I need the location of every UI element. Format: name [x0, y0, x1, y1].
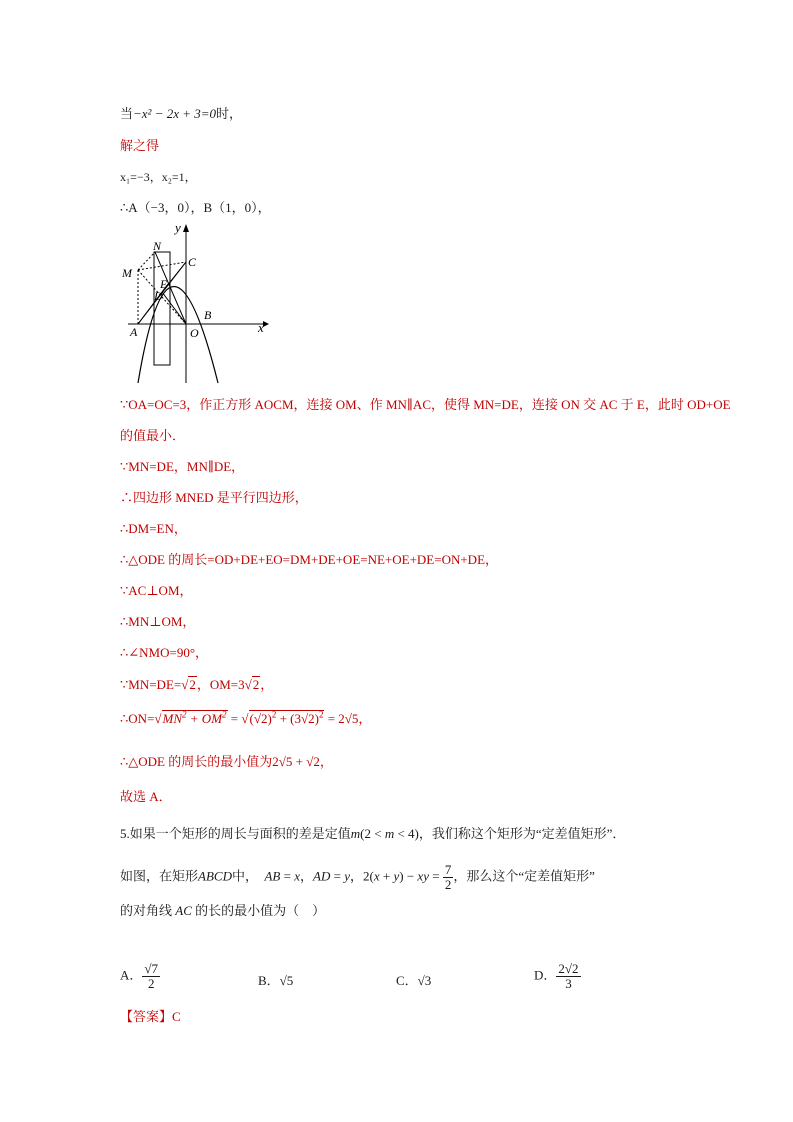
result-line: ∴△ODE 的周长的最小值为2√5 + √2，	[120, 754, 333, 769]
parabola-curve	[138, 287, 218, 384]
points-line: ∴A（−3，0），B（1，0），	[120, 200, 271, 215]
dm-en-line: ∴DM=EN，	[120, 521, 187, 536]
parabola-figure	[118, 218, 278, 388]
option-d-value: $\frac{2√2}{3}$	[558, 961, 579, 991]
sqrt2-expr-b: √2	[244, 677, 260, 692]
choose-line: 故选 A．	[120, 789, 172, 804]
equation: −x² − 2x + 3=0	[133, 106, 217, 121]
mn-value-line: ∵MN=DE=√2，OM=3√2，	[120, 677, 274, 692]
label-x: x	[258, 320, 264, 335]
roots-line: x₁=−3，x₂=1，	[120, 170, 197, 184]
label-m: M	[122, 266, 132, 280]
option-a[interactable]: A． $\frac{√7}{2}$	[120, 961, 159, 991]
angle-line: ∴∠NMO=90°，	[120, 645, 209, 660]
label-o: O	[190, 326, 199, 340]
parallelogram-line: ∴四边形 MNED 是平行四边形，	[120, 490, 308, 505]
seven-halves: $\frac{7}{2}$	[444, 862, 452, 892]
on-formula: $√MN^2 + OM^2$	[154, 709, 227, 726]
mn-perp-line: ∴MN⊥OM，	[120, 614, 196, 629]
x-arrow	[263, 321, 269, 327]
label-b: B	[204, 308, 212, 322]
label-c: C	[188, 255, 197, 269]
question-line-2: 如图，在矩形ABCD中， AB = x，AD = y，2(x + y) − xy = $\frac{7}{2}$ ，那么这个“定差值矩形”	[120, 862, 595, 892]
label-e: E	[160, 277, 168, 291]
result-expr: 2√5 + √2	[272, 754, 320, 769]
condition-line: 当−x² − 2x + 3=0时，	[120, 106, 243, 121]
label-d: D	[154, 289, 163, 303]
m-range: m(2 < m < 4)	[350, 826, 419, 841]
label-a: A	[130, 325, 138, 339]
minimum-line: 的值最小．	[120, 428, 186, 443]
question-line-3: 的对角线 AC 的长的最小值为（ ）	[120, 903, 326, 918]
label-y: y	[175, 220, 181, 235]
question-line-1: 5.如果一个矩形的周长与面积的差是定值m(2 < m < 4)，我们称这个矩形为“定差值矩形”．	[120, 826, 626, 841]
sqrt2-expr: √2	[181, 677, 196, 692]
on-value-line: $\therefore ON=√MN^2 + OM^2 = √(√2)^2 + (3√2)^2 = 2√5$，	[120, 709, 372, 726]
label-n: N	[153, 239, 162, 253]
option-d[interactable]: D． $\frac{2√2}{3}$	[534, 961, 579, 991]
option-b[interactable]: B．√5	[258, 973, 294, 988]
solve-line: 解之得	[120, 138, 160, 153]
option-a-value: $\frac{√7}{2}$	[144, 961, 159, 991]
construction-line: ∵OA=OC=3，作正方形 AOCM，连接 OM、作 MN∥AC，使得 MN=DE，连接 ON 交 AC 于 E，此时 OD+OE	[120, 397, 731, 412]
y-arrow	[183, 224, 189, 232]
dotted-mn	[138, 252, 155, 270]
perimeter-line: ∴△ODE 的周长=OD+DE+EO=DM+DE+OE=NE+OE+DE=ON+DE，	[120, 552, 499, 567]
option-c[interactable]: C．√3	[396, 973, 432, 988]
parallel-line: ∵MN=DE，MN∥DE，	[120, 459, 245, 474]
answer-line: 【答案】C	[120, 1009, 181, 1024]
ac-perp-line: ∵AC⊥OM，	[120, 583, 193, 598]
on-substitution: $√(√2)^2 + (3√2)^2$	[241, 709, 324, 726]
